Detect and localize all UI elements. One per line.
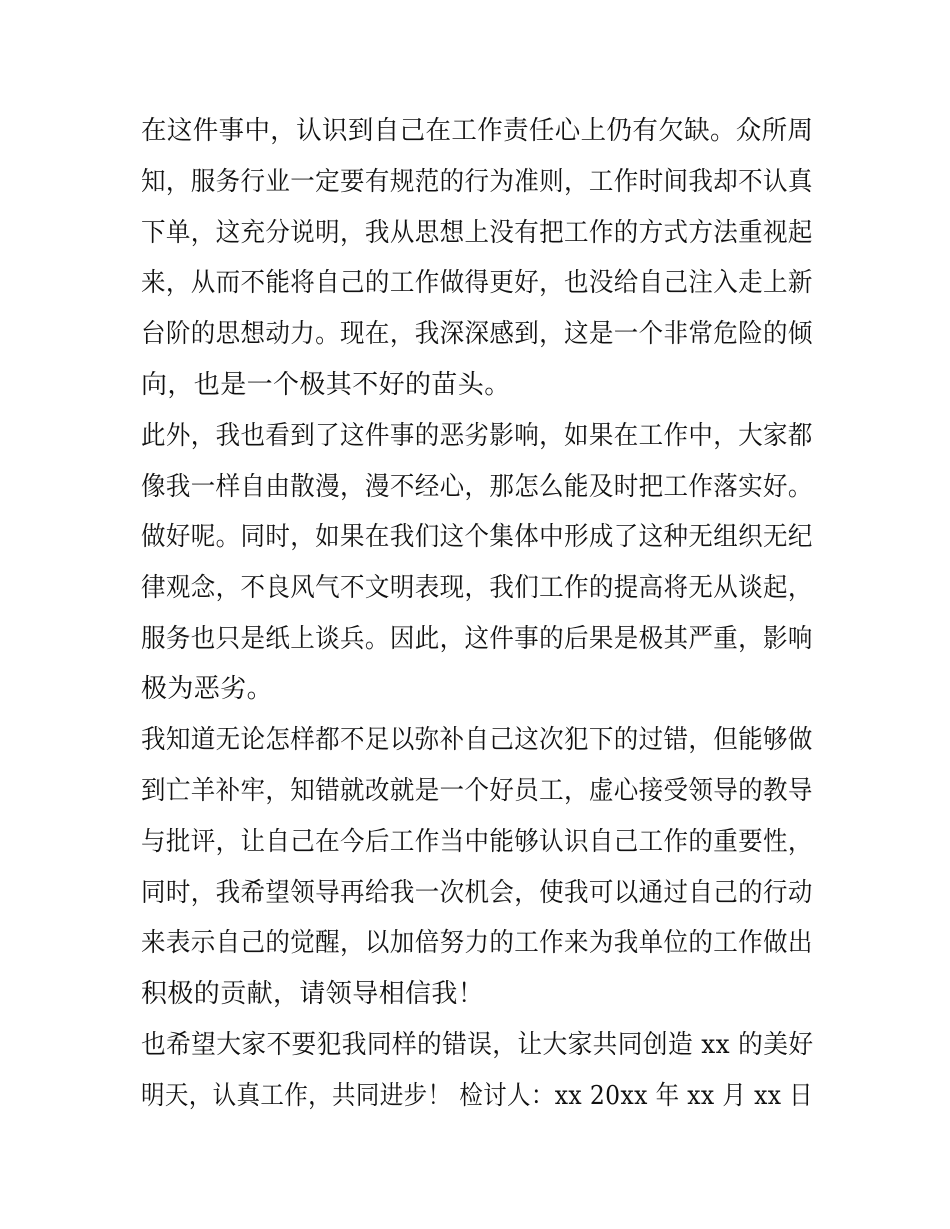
text-line: 知，服务行业一定要有规范的行为准则，工作时间我却不认真 xyxy=(141,167,813,197)
text-line: 向，也是一个极其不好的苗头。 xyxy=(141,370,511,400)
signature-line: 明天，认真工作，共同进步！ 检讨人：xx 20xx 年 xx 月 xx 日 xyxy=(141,1081,814,1111)
text-line: 律观念，不良风气不文明表现，我们工作的提高将无从谈起， xyxy=(141,573,813,603)
text-line: 到亡羊补牢，知错就改就是一个好员工，虚心接受领导的教导 xyxy=(141,776,813,806)
text-line: 我知道无论怎样都不足以弥补自己这次犯下的过错，但能够做 xyxy=(141,725,813,755)
text-line: 像我一样自由散漫，漫不经心，那怎么能及时把工作落实好。 xyxy=(141,472,813,502)
text-line: 在这件事中，认识到自己在工作责任心上仍有欠缺。众所周 xyxy=(141,116,814,146)
text-line: 与批评，让自己在今后工作当中能够认识自己工作的重要性， xyxy=(141,827,813,857)
text-line: 做好呢。同时，如果在我们这个集体中形成了这种无组织无纪 xyxy=(141,522,813,552)
text-line: 来表示自己的觉醒，以加倍努力的工作来为我单位的工作做出 xyxy=(141,928,813,958)
text-line: 此外，我也看到了这件事的恶劣影响，如果在工作中，大家都 xyxy=(141,421,813,451)
text-line: 也希望大家不要犯我同样的错误，让大家共同创造 xx 的美好 xyxy=(141,1030,814,1060)
text-line: 积极的贡献，请领导相信我！ xyxy=(141,979,485,1009)
text-line: 来，从而不能将自己的工作做得更好，也没给自己注入走上新 xyxy=(141,268,813,298)
text-line: 台阶的思想动力。现在，我深深感到，这是一个非常危险的倾 xyxy=(141,319,813,349)
text-line: 下单，这充分说明，我从思想上没有把工作的方式方法重视起 xyxy=(141,218,813,248)
text-line: 服务也只是纸上谈兵。因此，这件事的后果是极其严重，影响 xyxy=(141,624,813,654)
text-line: 同时，我希望领导再给我一次机会，使我可以通过自己的行动 xyxy=(141,878,813,908)
text-line: 极为恶劣。 xyxy=(141,674,274,704)
